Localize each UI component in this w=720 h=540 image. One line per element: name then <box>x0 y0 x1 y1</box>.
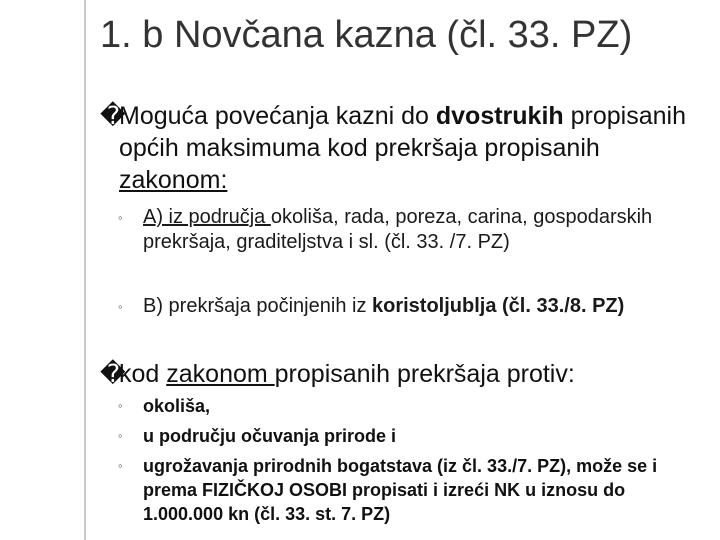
list-item-text: u području očuvanja prirode i <box>143 426 397 446</box>
paragraph-1-bold: dvostrukih <box>435 102 564 130</box>
paragraph-1-mid: propisanih općih maksimuma kod prekršaja propisanih <box>119 102 686 162</box>
list-item-text: ugrožavanja prirodnih bogatstava (iz čl. 33./7. PZ), može se i prema FIZIČKOJ OSOBI propisati i izreći NK u iznosu do 1.000.000 kn (čl. 33. st. 7. PZ) <box>143 456 658 524</box>
list-item-text: okoliša, <box>143 396 211 416</box>
paragraph-2-rest: propisanih prekršaja protiv: <box>274 360 575 388</box>
paragraph-2-underlined: zakonom <box>166 360 275 388</box>
sub-item-a-rest: okoliša, rada, poreza, carina, gospodarskih prekršaja, graditeljstva i sl. (čl. 33. /7. PZ) <box>143 206 653 253</box>
paragraph-1-underlined: zakonom: <box>119 166 228 194</box>
bullet-paragraph-1 <box>100 100 710 196</box>
list-item <box>118 394 708 418</box>
sub-item-b-pre: B) prekršaja počinjenih iz <box>143 295 372 317</box>
bullet-icon: � <box>100 102 126 130</box>
paragraph-1-pre: Moguća povećanja kazni do <box>119 102 436 130</box>
paragraph-1-text <box>100 100 710 196</box>
sub-item-b <box>118 294 703 319</box>
list-item <box>118 424 708 448</box>
bullet-icon: � <box>100 360 126 388</box>
sub-item-a-text <box>118 205 703 255</box>
paragraph-2-pre: kod <box>119 360 167 388</box>
sub-bullet-icon: ◦ <box>118 458 123 473</box>
sub-bullet-icon: ◦ <box>118 210 123 225</box>
accent-line <box>84 0 86 540</box>
sub-item-b-bold: koristoljublja (čl. 33./8. PZ) <box>372 295 625 317</box>
sub-item-a <box>118 205 703 255</box>
slide-title: 1. b Novčana kazna (čl. 33. PZ) <box>100 14 633 56</box>
list-item <box>118 454 708 526</box>
sub-bullet-icon: ◦ <box>118 428 123 443</box>
paragraph-2-text <box>100 358 710 390</box>
bullet-paragraph-2 <box>100 358 710 390</box>
sub-item-a-underlined: A) iz područja <box>143 206 271 228</box>
sub-bullet-icon: ◦ <box>118 299 123 314</box>
sub-item-b-text <box>118 294 703 319</box>
sub-bullet-icon: ◦ <box>118 398 123 413</box>
